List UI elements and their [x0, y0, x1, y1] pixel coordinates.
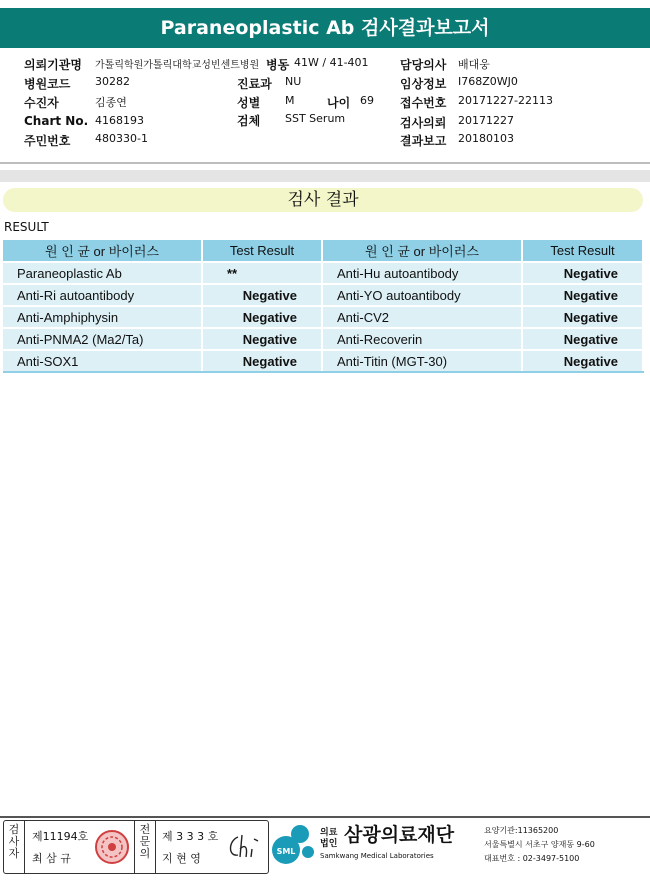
ward-label: 병동	[266, 58, 290, 72]
ward-value: 41W / 41-401	[294, 56, 369, 69]
test-name: Anti-CV2	[322, 306, 522, 328]
section-title: 검사 결과	[3, 188, 643, 212]
table-row	[3, 262, 643, 284]
results-table	[3, 240, 644, 373]
test-name: Anti-Titin (MGT-30)	[322, 350, 522, 372]
hospital-code-label: 병원코드	[24, 77, 71, 91]
specialist-label-cell	[134, 821, 156, 873]
report-title: Paraneoplastic Ab 검사결과보고서	[0, 8, 650, 48]
col-header-result-2: Test Result	[522, 240, 643, 262]
org-prefix-1: 의료	[320, 828, 338, 838]
col-header-organism-2: 원 인 균 or 바이러스	[322, 240, 522, 262]
header-band	[0, 170, 650, 182]
signature-icon	[224, 831, 264, 863]
header-divider	[0, 162, 650, 164]
receipt-value: 20171227-22113	[458, 94, 553, 107]
examiner-name: 최 삼 규	[32, 852, 71, 865]
examiner-seal-icon	[94, 829, 130, 865]
specialist-number: 제 3 3 3 호	[162, 830, 219, 843]
test-name: Anti-SOX1	[3, 350, 202, 372]
table-row	[3, 350, 643, 372]
test-name: Paraneoplastic Ab	[3, 262, 202, 284]
test-result: **	[202, 262, 322, 284]
examiner-number: 제11194호	[32, 830, 89, 843]
patient-value: 김종연	[95, 96, 127, 109]
test-result: Negative	[202, 328, 322, 350]
chart-label: Chart No.	[24, 114, 89, 128]
chart-value: 4168193	[95, 114, 144, 127]
doctor-value: 배대웅	[458, 58, 490, 71]
org-name: 삼광의료재단	[344, 824, 455, 846]
institution-value: 가톨릭학원가톨릭대학교성빈센트병원	[95, 60, 260, 71]
logo-text: SML	[276, 847, 296, 856]
test-name: Anti-Ri autoantibody	[3, 284, 202, 306]
id-value: 480330-1	[95, 132, 148, 145]
org-phone: 대표번호 : 02-3497-5100	[484, 854, 580, 863]
report-date-label: 결과보고	[400, 134, 447, 148]
specialist-name: 지 현 영	[162, 852, 201, 865]
id-label: 주민번호	[24, 134, 71, 148]
clinical-value: I768Z0WJ0	[458, 75, 518, 88]
org-prefix-2: 법인	[320, 839, 338, 849]
test-name: Anti-Recoverin	[322, 328, 522, 350]
signature-box	[3, 820, 269, 874]
receipt-label: 접수번호	[400, 96, 447, 110]
table-header-row	[3, 240, 643, 262]
sex-label: 성별	[237, 96, 261, 110]
examiner-label-cell	[4, 821, 25, 873]
footer-divider	[0, 816, 650, 818]
col-header-organism-1: 원 인 균 or 바이러스	[3, 240, 202, 262]
request-label: 검사의뢰	[400, 116, 447, 130]
test-result: Negative	[202, 350, 322, 372]
org-english-name: Samkwang Medical Laboratories	[320, 852, 434, 860]
examiner-label: 검사자	[8, 823, 20, 860]
specialist-label: 전문의	[139, 823, 151, 860]
result-label: RESULT	[4, 220, 49, 234]
test-result: Negative	[522, 328, 643, 350]
table-row	[3, 328, 643, 350]
age-value: 69	[360, 94, 374, 107]
sml-logo-icon	[270, 822, 316, 868]
specimen-value: SST Serum	[285, 112, 346, 125]
table-row	[3, 306, 643, 328]
report-date-value: 20180103	[458, 132, 514, 145]
dept-value: NU	[285, 75, 302, 88]
specimen-label: 검체	[237, 114, 261, 128]
sex-value: M	[285, 94, 295, 107]
test-result: Negative	[522, 306, 643, 328]
doctor-label: 담당의사	[400, 58, 447, 72]
dept-label: 진료과	[237, 77, 272, 91]
hospital-code-value: 30282	[95, 75, 130, 88]
table-row	[3, 284, 643, 306]
test-name: Anti-YO autoantibody	[322, 284, 522, 306]
org-address: 서울특별시 서초구 양재동 9-60	[484, 840, 595, 849]
clinical-label: 임상정보	[400, 77, 447, 91]
request-value: 20171227	[458, 114, 514, 127]
institution-label: 의뢰기관명	[24, 58, 82, 72]
test-result: Negative	[202, 284, 322, 306]
patient-info-header	[0, 48, 650, 160]
test-result: Negative	[522, 350, 643, 372]
test-name: Anti-PNMA2 (Ma2/Ta)	[3, 328, 202, 350]
col-header-result-1: Test Result	[202, 240, 322, 262]
age-label: 나이	[327, 96, 351, 110]
top-border	[0, 0, 650, 6]
test-result: Negative	[522, 262, 643, 284]
test-name: Anti-Hu autoantibody	[322, 262, 522, 284]
patient-label: 수진자	[24, 96, 59, 110]
test-result: Negative	[522, 284, 643, 306]
test-name: Anti-Amphiphysin	[3, 306, 202, 328]
org-code: 요양기관:11365200	[484, 826, 559, 835]
test-result: Negative	[202, 306, 322, 328]
